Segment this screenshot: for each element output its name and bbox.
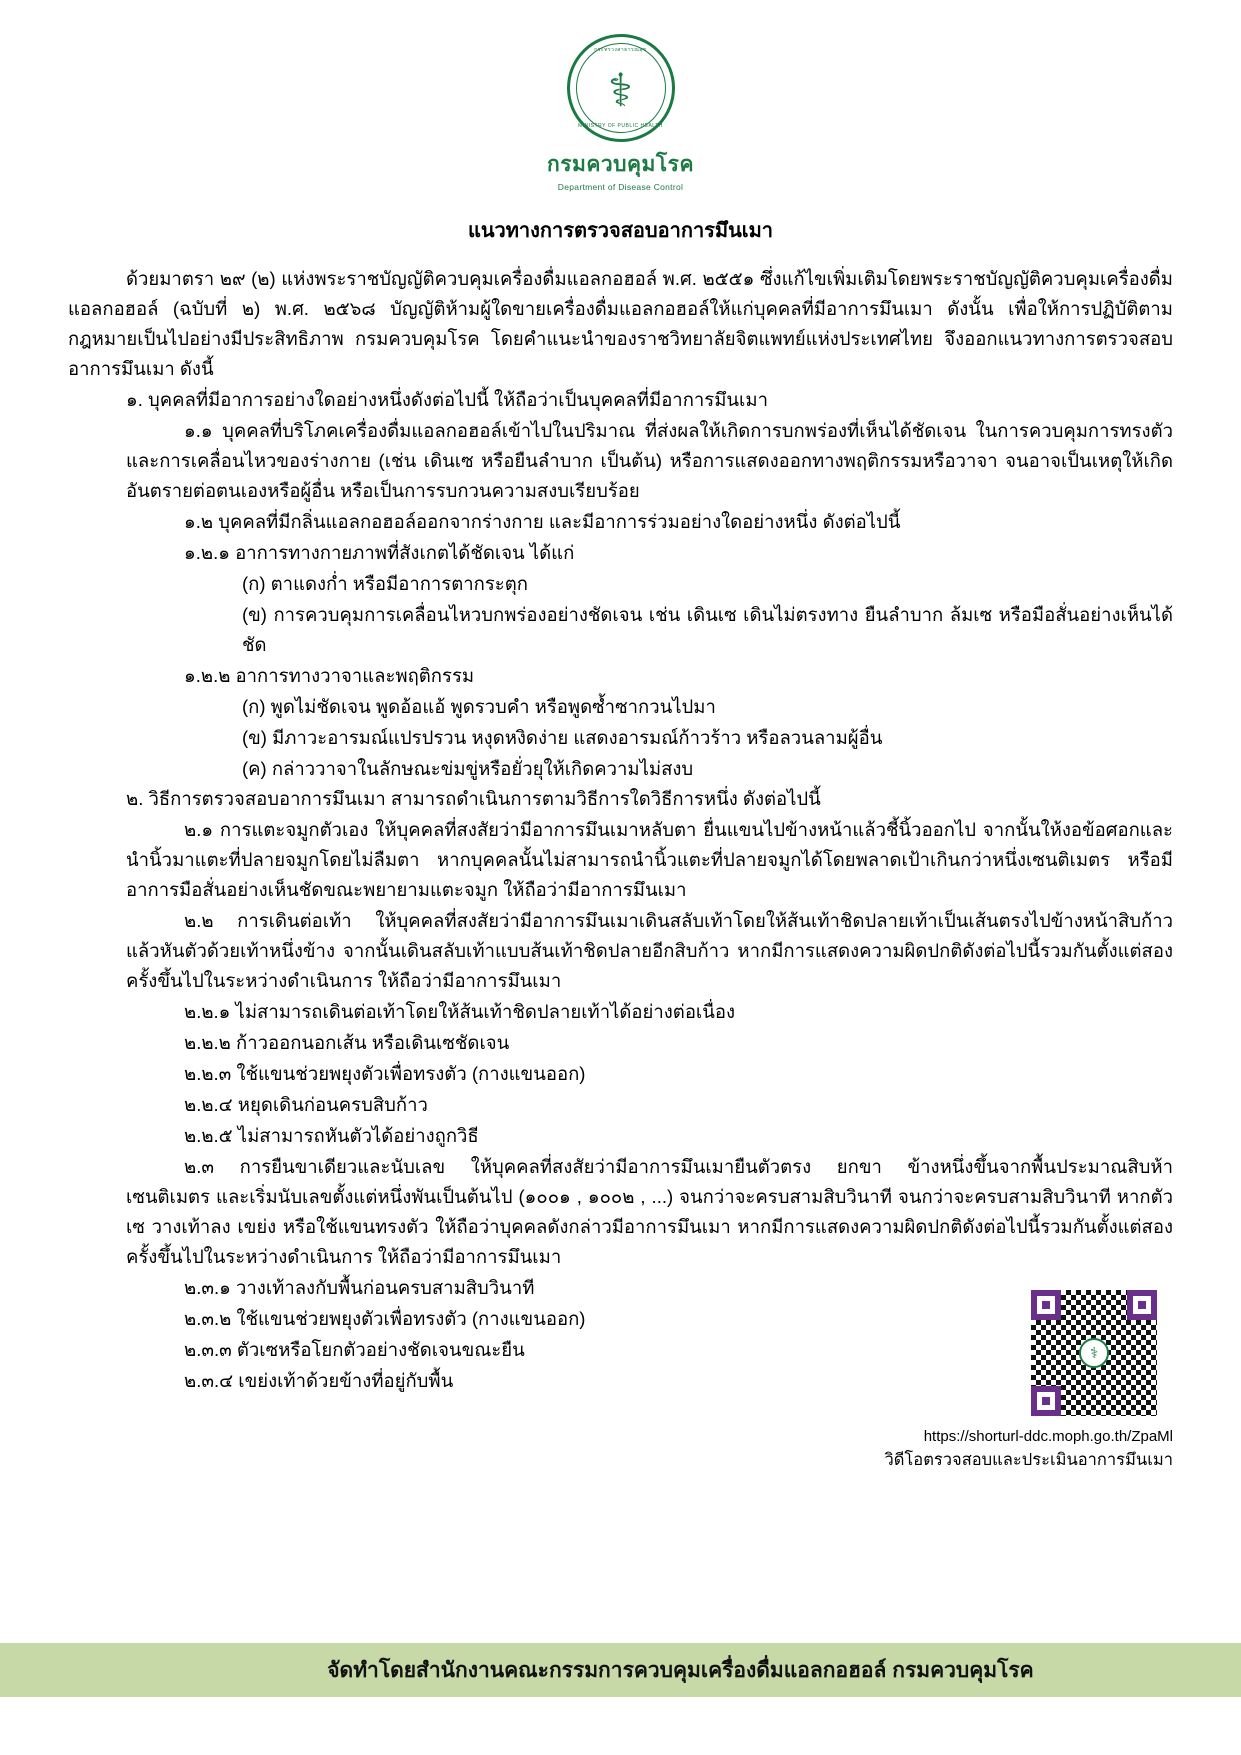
clause-2-3-3: ๒.๓.๓ ตัวเซหรือโยกตัวอย่างชัดเจนขณะยืน	[184, 1338, 525, 1360]
clause-2-1: ๒.๑ การแตะจมูกตัวเอง ให้บุคคลที่สงสัยว่ามีอาการมึนเมาหลับตา ยื่นแขนไปข้างหน้าแล้วชี้นิ้วออกไป จากนั้นให้งอข้อศอกและนำนิ้วมาแตะที่ปลายจมูกโดยไม่ลืมตา หากบุคคลนั้นไม่สามารถนำนิ้วแตะที่ปลายจมูกได้โดยพลาดเป้าเกินกว่าหนึ่งเซนติเมตร หรือมีอาการมือสั่นอย่างเห็นชัดขณะพยายามแตะจมูก ให้ถือว่ามีอาการมึนเมา	[126, 819, 1173, 901]
emblem-ring-bottom-text: MINISTRY OF PUBLIC HEALTH	[578, 123, 663, 129]
clause-1-1: ๑.๑ บุคคลที่บริโภคเครื่องดื่มแอลกอฮอล์เข้าไปในปริมาณ ที่ส่งผลให้เกิดการบกพร่องที่เห็นได้ชัดเจน ในการควบคุมการทรงตัวและการเคลื่อนไหวของร่างกาย (เช่น เดินเซ หรือยืนลำบาก เป็นต้น) หรือการแสดงออกทางพฤติกรรมหรือวาจา จนอาจเป็นเหตุให้เกิดอันตรายต่อตนเองหรือผู้อื่น หรือเป็นการรบกวนความสงบเรียบร้อย	[126, 419, 1173, 501]
qr-center-logo-icon: ⚕	[1079, 1338, 1109, 1368]
clause-1-2-2: ๑.๒.๒ อาการทางวาจาและพฤติกรรม	[184, 664, 475, 686]
clause-1-2-2-c: (ค) กล่าววาจาในลักษณะข่มขู่หรือยั่วยุให้เกิดความไม่สงบ	[242, 757, 694, 779]
clause-2-2-3: ๒.๒.๓ ใช้แขนช่วยพยุงตัวเพื่อทรงตัว (กางแขนออก)	[184, 1063, 586, 1085]
footer-bar	[0, 1643, 1241, 1697]
clause-1-2-1-b: (ข) การควบคุมการเคลื่อนไหวบกพร่องอย่างชัดเจน เช่น เดินเซ เดินไม่ตรงทาง ยืนลำบาก ล้มเซ หรือมือสั่นอย่างเห็นได้ชัด	[242, 603, 1173, 655]
qr-url-link[interactable]: https://shorturl-ddc.moph.go.th/ZpaMl	[923, 1428, 1173, 1445]
clause-2-2-5: ๒.๒.๕ ไม่สามารถหันตัวได้อย่างถูกวิธี	[184, 1125, 479, 1147]
clause-2-2-4: ๒.๒.๔ หยุดเดินก่อนครบสิบก้าว	[184, 1094, 428, 1116]
clause-1-2-1: ๑.๒.๑ อาการทางกายภาพที่สังเกตได้ชัดเจน ได้แก่	[184, 541, 575, 563]
clause-2-3-2: ๒.๓.๒ ใช้แขนช่วยพยุงตัวเพื่อทรงตัว (กางแขนออก)	[184, 1307, 586, 1329]
document-body	[68, 264, 1173, 1396]
qr-finder-bottom-left	[1031, 1386, 1061, 1416]
ministry-of-public-health-emblem-icon	[567, 34, 675, 142]
clause-2-3: ๒.๓ การยืนขาเดียวและนับเลข ให้บุคคลที่สงสัยว่ามีอาการมึนเมายืนตัวตรง ยกขา ข้างหนึ่งขึ้นจากพื้นประมาณสิบห้าเซนติเมตร และเริ่มนับเลขตั้งแต่หนึ่งพันเป็นต้นไป (๑๐๐๑ , ๑๐๐๒ , ...) จนกว่าจะครบสามสิบวินาที จนกว่าจะครบสามสิบวินาที หากตัวเซ วางเท้าลง เขย่ง หรือใช้แขนทรงตัว ให้ถือว่าบุคคลดังกล่าวมีอาการมึนเมา หากมีการแสดงความผิดปกติดังต่อไปนี้รวมกันตั้งแต่สองครั้งขึ้นไปในระหว่างดำเนินการ ให้ถือว่ามีอาการมึนเมา	[126, 1156, 1173, 1267]
clause-2: ๒. วิธีการตรวจสอบอาการมึนเมา สามารถดำเนินการตามวิธีการใดวิธีการหนึ่ง ดังต่อไปนี้	[126, 788, 821, 810]
qr-code-block[interactable]	[873, 1288, 1173, 1473]
clause-2-3-1: ๒.๓.๑ วางเท้าลงกับพื้นก่อนครบสามสิบวินาที	[184, 1276, 535, 1298]
clause-2-2-2: ๒.๒.๒ ก้าวออกนอกเส้น หรือเดินเซชัดเจน	[184, 1032, 510, 1054]
clause-1-2: ๑.๒ บุคคลที่มีกลิ่นแอลกอฮอล์ออกจากร่างกาย และมีอาการร่วมอย่างใดอย่างหนึ่ง ดังต่อไปนี้	[184, 510, 901, 532]
emblem-ring-top-text: กระทรวงสาธารณสุข	[594, 47, 647, 53]
clause-2-2-1: ๒.๒.๑ ไม่สามารถเดินต่อเท้าโดยให้ส้นเท้าชิดปลายเท้าได้อย่างต่อเนื่อง	[184, 1001, 736, 1023]
clause-1-2-1-a: (ก) ตาแดงก่ำ หรือมีอาการตากระตุก	[242, 572, 528, 594]
qr-code-icon[interactable]	[1029, 1288, 1159, 1418]
clause-2-3-4: ๒.๓.๔ เขย่งเท้าด้วยข้างที่อยู่กับพื้น	[184, 1369, 454, 1391]
qr-finder-top-right	[1127, 1290, 1157, 1320]
clause-1-2-2-b: (ข) มีภาวะอารมณ์แปรปรวน หงุดหงิดง่าย แสดงอารมณ์ก้าวร้าว หรือลวนลามผู้อื่น	[242, 726, 883, 748]
page-title: แนวทางการตรวจสอบอาการมึนเมา	[467, 220, 774, 242]
clause-2-2: ๒.๒ การเดินต่อเท้า ให้บุคคลที่สงสัยว่ามีอาการมึนเมาเดินสลับเท้าโดยให้ส้นเท้าชิดปลายเท้าเป็นเส้นตรงไปข้างหน้าสิบก้าว แล้วหันตัวด้วยเท้าหนึ่งข้าง จากนั้นเดินสลับเท้าแบบส้นเท้าชิดปลายอีกสิบก้าว หากมีการแสดงความผิดปกติดังต่อไปนี้รวมกันตั้งแต่สองครั้งขึ้นไปในระหว่างดำเนินการ ให้ถือว่ามีอาการมึนเมา	[126, 910, 1173, 992]
paragraph-intro: ด้วยมาตรา ๒๙ (๒) แห่งพระราชบัญญัติควบคุมเครื่องดื่มแอลกอฮอล์ พ.ศ. ๒๕๕๑ ซึ่งแก้ไขเพิ่มเติมโดยพระราชบัญญัติควบคุมเครื่องดื่มแอลกอฮอล์ (ฉบับที่ ๒) พ.ศ. ๒๕๖๘ บัญญัติห้ามผู้ใดขายเครื่องดื่มแอลกอฮอล์ให้แก่บุคคลที่มีอาการมึนเมา ดังนั้น เพื่อให้การปฏิบัติตามกฎหมายเป็นไปอย่างมีประสิทธิภาพ กรมควบคุมโรค โดยคำแนะนำของราชวิทยาลัยจิตแพทย์แห่งประเทศไทย จึงออกแนวทางการตรวจสอบอาการมึนเมา ดังนี้	[68, 268, 1173, 379]
qr-caption: วิดีโอตรวจสอบและประเมินอาการมึนเมา	[884, 1451, 1173, 1469]
organization-logo	[68, 0, 1173, 192]
organization-name-en: Department of Disease Control	[557, 182, 684, 192]
organization-name-th: กรมควบคุมโรค	[546, 153, 694, 176]
clause-1-2-2-a: (ก) พูดไม่ชัดเจน พูดอ้อแอ้ พูดรวบคำ หรือพูดซ้ำซากวนไปมา	[242, 695, 716, 717]
footer-text: จัดทำโดยสำนักงานคณะกรรมการควบคุมเครื่องดื่มแอลกอฮอล์ กรมควบคุมโรค	[327, 1658, 1034, 1682]
qr-finder-top-left	[1031, 1290, 1061, 1320]
clause-1: ๑. บุคคลที่มีอาการอย่างใดอย่างหนึ่งดังต่อไปนี้ ให้ถือว่าเป็นบุคคลที่มีอาการมึนเมา	[126, 388, 768, 410]
caduceus-icon: ⚕	[608, 64, 633, 116]
